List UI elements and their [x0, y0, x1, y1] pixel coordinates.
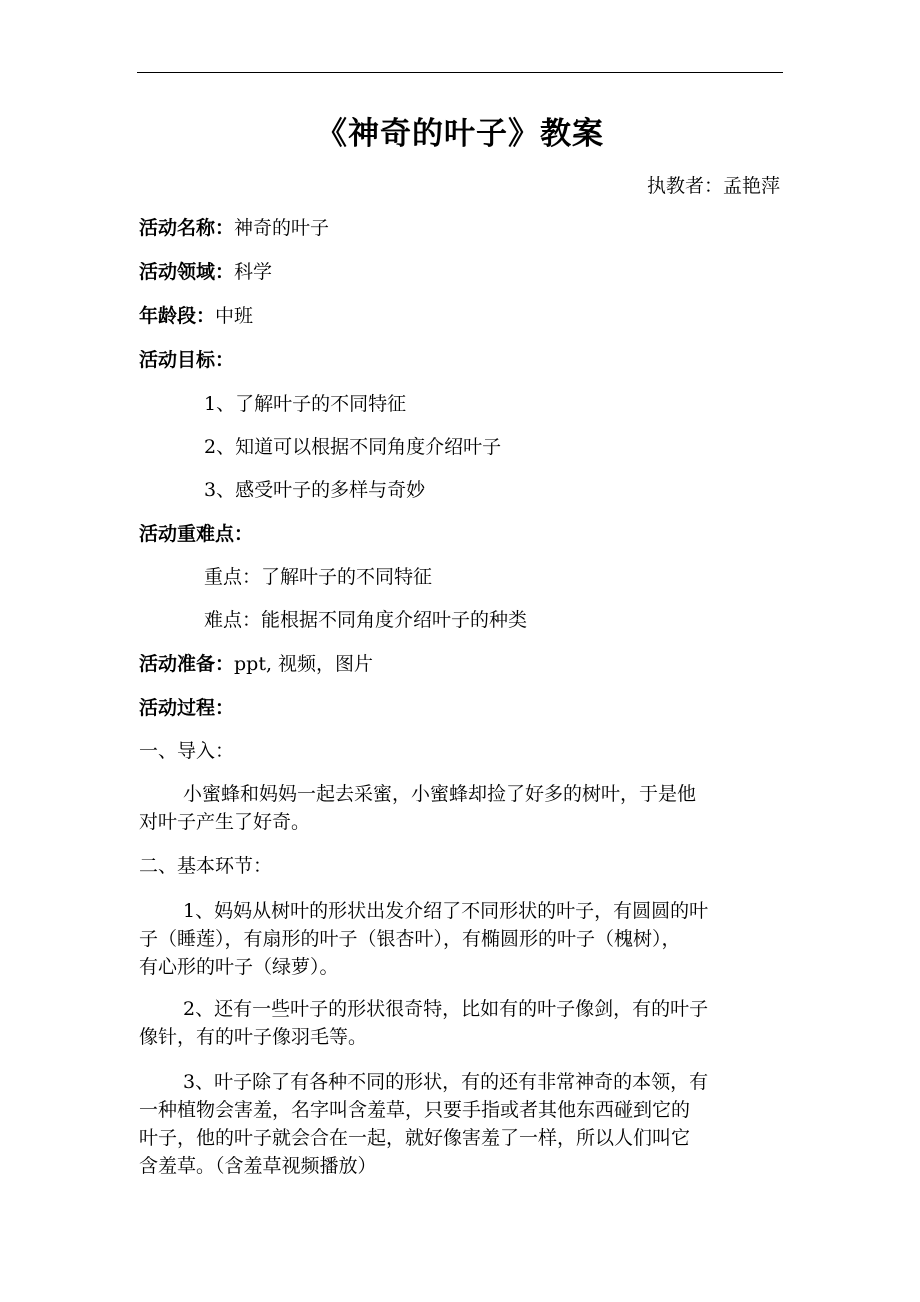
field-value: 中班 [215, 305, 254, 327]
goal-item-2: 2、知道可以根据不同角度介绍叶子 [204, 436, 502, 458]
field-value: 神奇的叶子 [234, 217, 330, 239]
step-3-paragraph [139, 1068, 789, 1180]
key-point: 重点：了解叶子的不同特征 [204, 566, 433, 588]
page-title: 《神奇的叶子》教案 [316, 116, 604, 152]
basic-heading: 二、基本环节： [139, 855, 273, 877]
field-value: ppt, 视频，图片 [234, 653, 374, 675]
field-activity-prep [139, 650, 373, 678]
paragraph-line: 2、还有一些叶子的形状很奇特，比如有的叶子像剑，有的叶子 [183, 998, 709, 1020]
field-value: 科学 [234, 261, 273, 283]
paragraph-line: 一种植物会害羞，名字叫含羞草，只要手指或者其他东西碰到它的 [139, 1099, 691, 1121]
paragraph-line: 1、妈妈从树叶的形状出发介绍了不同形状的叶子，有圆圆的叶 [183, 900, 709, 922]
goal-item-3: 3、感受叶子的多样与奇妙 [204, 479, 426, 501]
paragraph-line: 子（睡莲），有扇形的叶子（银杏叶），有椭圆形的叶子（槐树）， [139, 928, 681, 950]
step-1-paragraph [139, 897, 789, 981]
intro-paragraph [139, 780, 789, 836]
paragraph-line: 3、叶子除了有各种不同的形状，有的还有非常神奇的本领，有 [183, 1071, 709, 1093]
intro-heading: 一、导入： [139, 740, 235, 762]
step-2-paragraph [139, 995, 789, 1051]
author-line: 执教者：孟艳萍 [646, 175, 780, 197]
field-label: 活动准备： [139, 653, 235, 675]
goals-heading: 活动目标： [139, 349, 235, 371]
field-activity-name [139, 214, 329, 242]
field-label: 活动名称： [139, 217, 235, 239]
paragraph-line: 有心形的叶子（绿萝）。 [139, 956, 339, 978]
paragraph-line: 对叶子产生了好奇。 [139, 811, 311, 833]
paragraph-line: 含羞草。（含羞草视频播放） [139, 1155, 377, 1177]
keypoints-heading: 活动重难点： [139, 523, 254, 545]
header-rule [137, 72, 783, 73]
goal-item-1: 1、了解叶子的不同特征 [204, 393, 407, 415]
difficult-point: 难点：能根据不同角度介绍叶子的种类 [204, 609, 528, 631]
paragraph-line: 叶子，他的叶子就会合在一起，就好像害羞了一样，所以人们叫它 [139, 1127, 691, 1149]
paragraph-line: 像针，有的叶子像羽毛等。 [139, 1026, 368, 1048]
field-age-group [139, 302, 253, 330]
field-activity-domain [139, 258, 272, 286]
field-label: 年龄段： [139, 305, 216, 327]
field-label: 活动领域： [139, 261, 235, 283]
process-heading: 活动过程： [139, 697, 235, 719]
paragraph-line: 小蜜蜂和妈妈一起去采蜜，小蜜蜂却捡了好多的树叶，于是他 [183, 783, 697, 805]
